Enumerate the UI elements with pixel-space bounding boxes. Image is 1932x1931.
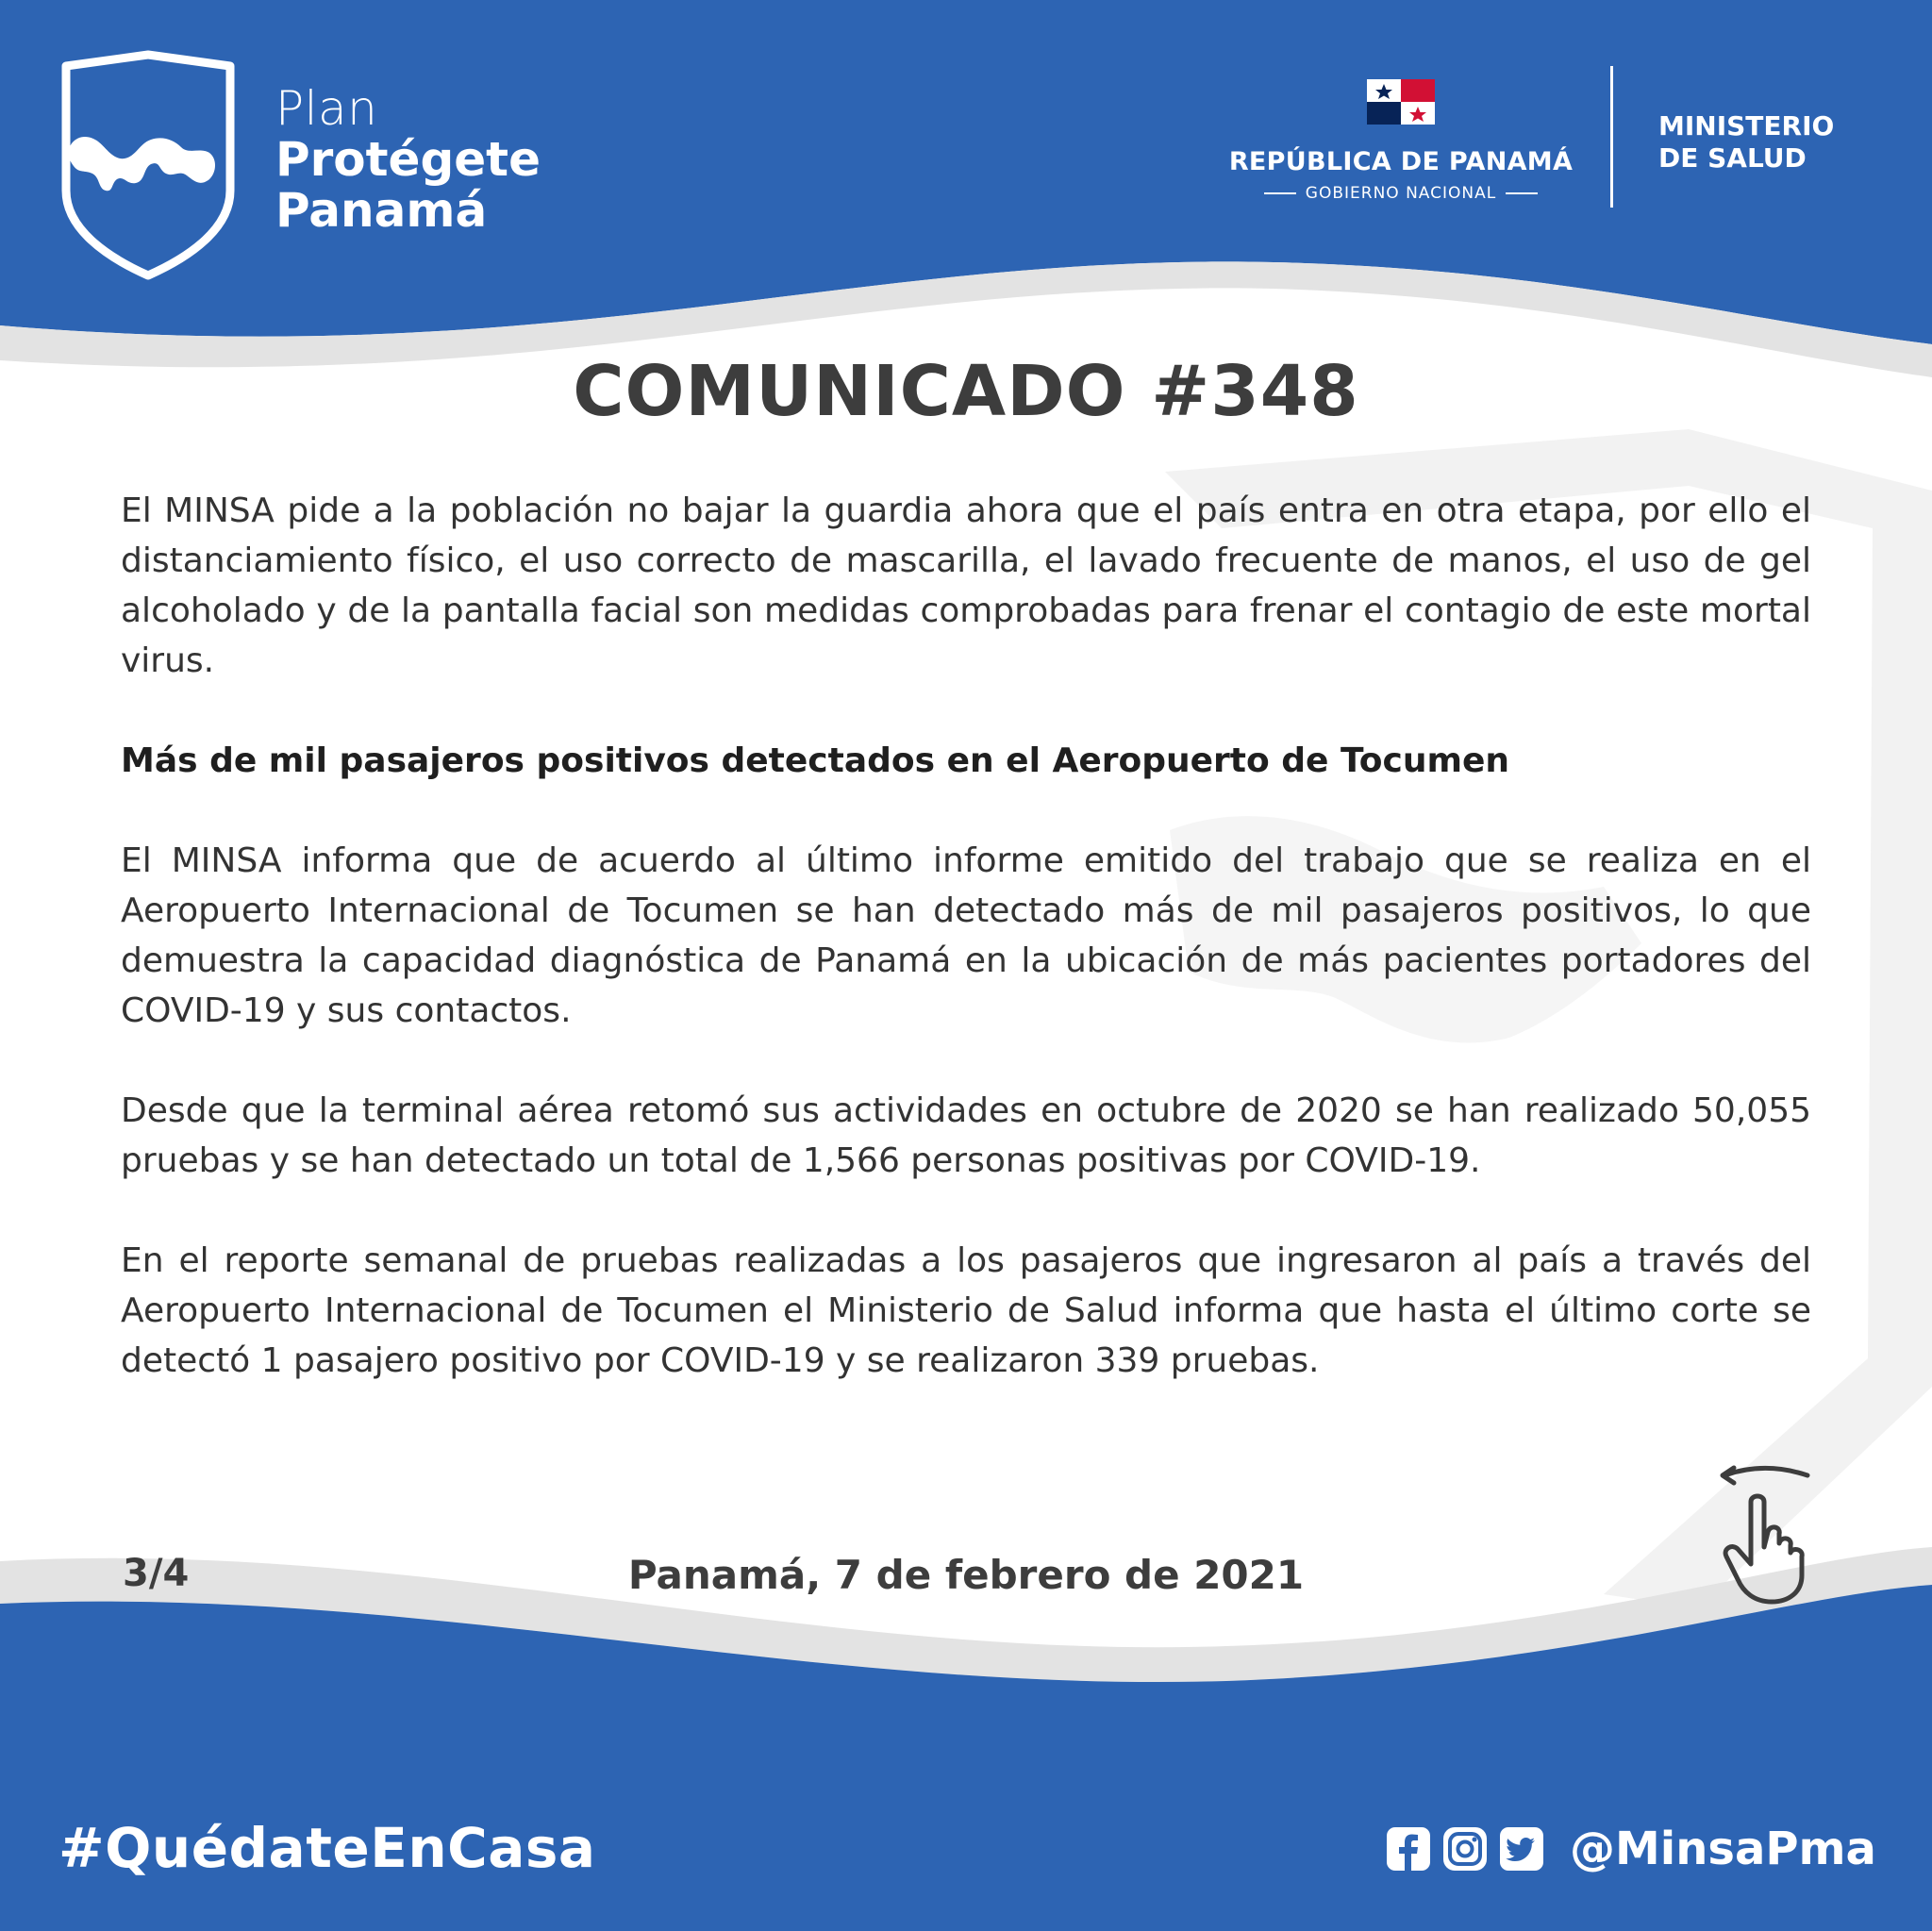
panama-label: Panamá <box>275 183 488 238</box>
protegete-label: Protégete <box>275 132 541 187</box>
social-handle[interactable]: @MinsaPma <box>1570 1823 1876 1875</box>
shield-logo-icon <box>58 49 238 281</box>
page-indicator: 3/4 <box>123 1552 190 1595</box>
twitter-icon[interactable] <box>1500 1827 1543 1871</box>
instagram-icon[interactable] <box>1443 1827 1487 1871</box>
republic-label: REPÚBLICA DE PANAMÁ <box>1228 147 1574 176</box>
gobierno-nacional-label <box>1226 184 1575 203</box>
publication-date: Panamá, 7 de febrero de 2021 <box>627 1552 1305 1598</box>
section-heading: Más de mil pasajeros positivos detectados en el Aeropuerto de Tocumen <box>121 741 1510 780</box>
paragraph-weekly-report: En el reporte semanal de pruebas realizadas a los pasajeros que ingresaron al país a través del Aeropuerto Internacional de Tocumen el Ministerio de Salud informa que hasta el último corte se detectó 1 pasajero positivo por COVID-19 y se realizaron 339 pruebas. <box>121 1241 1811 1380</box>
hashtag-label: #QuédateEnCasa <box>58 1816 596 1880</box>
paragraph-airport-report: El MINSA informa que de acuerdo al último informe emitido del trabajo que se realiza en el Aeropuerto Internacional de Tocumen se han detectado más de mil pasajeros positivos, lo que demuestra la capacidad diagnóstica de Panamá en la ubicación de más pacientes portadores del COVID-19 y sus contactos. <box>121 841 1811 1030</box>
ministry-label <box>1658 110 1834 175</box>
ministry-line-2: DE SALUD <box>1658 142 1807 174</box>
paragraph-intro: El MINSA pide a la población no bajar la guardia ahora que el país entra en otra etapa, por ello el distanciamiento físico, el uso correcto de mascarilla, el lavado frecuente de manos, el uso de gel alcoholado y de la pantalla facial son medidas comprobadas para frenar el contagio de este mortal virus. <box>121 491 1811 680</box>
paragraph-tests-total: Desde que la terminal aérea retomó sus actividades en octubre de 2020 se han realizado 50,055 pruebas y se han detectado un total de 1,566 personas positivas por COVID-19. <box>121 1091 1811 1180</box>
government-block <box>1226 79 1575 203</box>
communique-body <box>121 486 1811 1386</box>
header-divider <box>1610 66 1613 208</box>
swipe-hand-icon <box>1713 1464 1819 1606</box>
ministry-line-1: MINISTERIO <box>1658 110 1835 141</box>
plan-protegete-logotype <box>275 81 541 238</box>
social-links <box>1387 1823 1876 1875</box>
facebook-icon[interactable] <box>1387 1827 1430 1871</box>
page-title: COMUNICADO #348 <box>573 351 1359 432</box>
plan-label: Plan <box>275 81 378 136</box>
panama-flag-icon <box>1367 79 1435 125</box>
gobierno-nacional-text: GOBIERNO NACIONAL <box>1305 184 1497 203</box>
